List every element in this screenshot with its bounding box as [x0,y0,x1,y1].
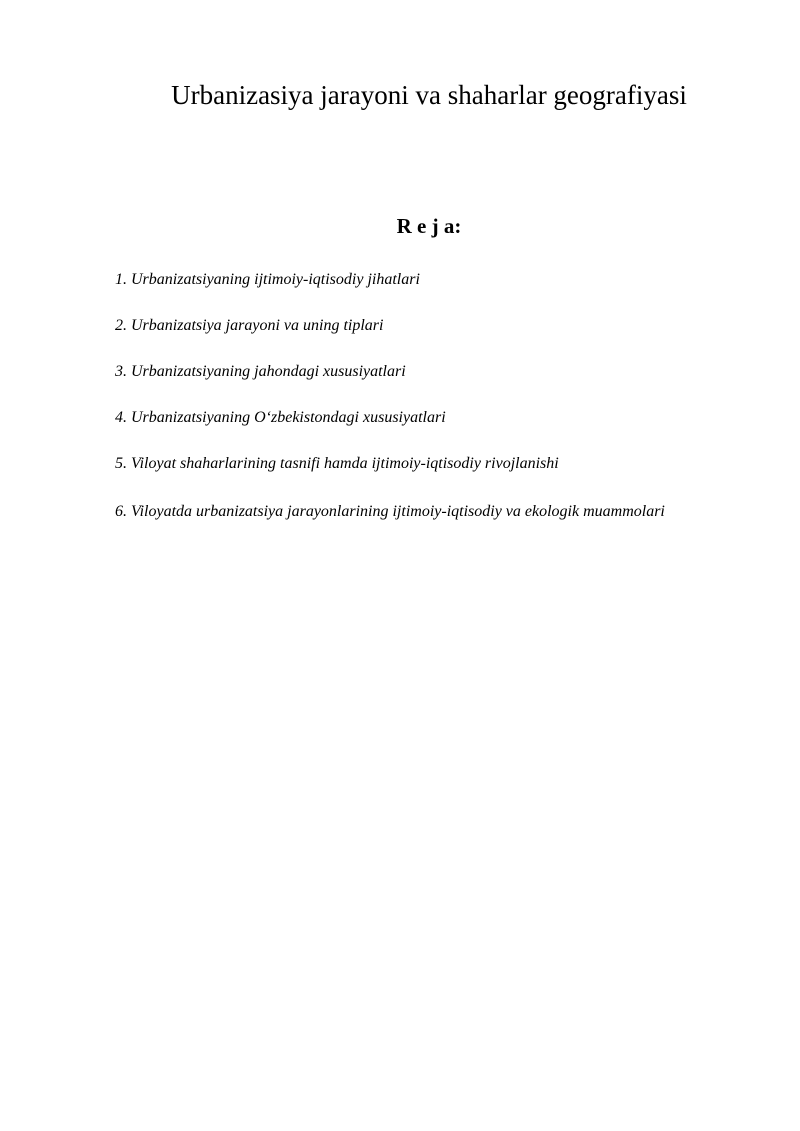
plan-list [115,266,743,545]
plan-item-3: 3. Urbanizatsiyaning jahondagi xususiyatlari [115,363,406,380]
plan-heading: R e j a: [396,214,462,238]
plan-item-6: 6. Viloyatda urbanizatsiya jarayonlarining ijtimoiy-iqtisodiy va ekologik muammolari [115,503,665,520]
document-title: Urbanizasiya jarayoni va shaharlar geografiyasi [171,80,687,110]
plan-item-4: 4. Urbanizatsiyaning O‘zbekistondagi xususiyatlari [115,409,446,426]
plan-item-1: 1. Urbanizatsiyaning ijtimoiy-iqtisodiy jihatlari [115,271,420,288]
plan-item-2: 2. Urbanizatsiya jarayoni va uning tiplari [115,317,384,334]
plan-item-5: 5. Viloyat shaharlarining tasnifi hamda ijtimoiy-iqtisodiy rivojlanishi [115,455,559,472]
